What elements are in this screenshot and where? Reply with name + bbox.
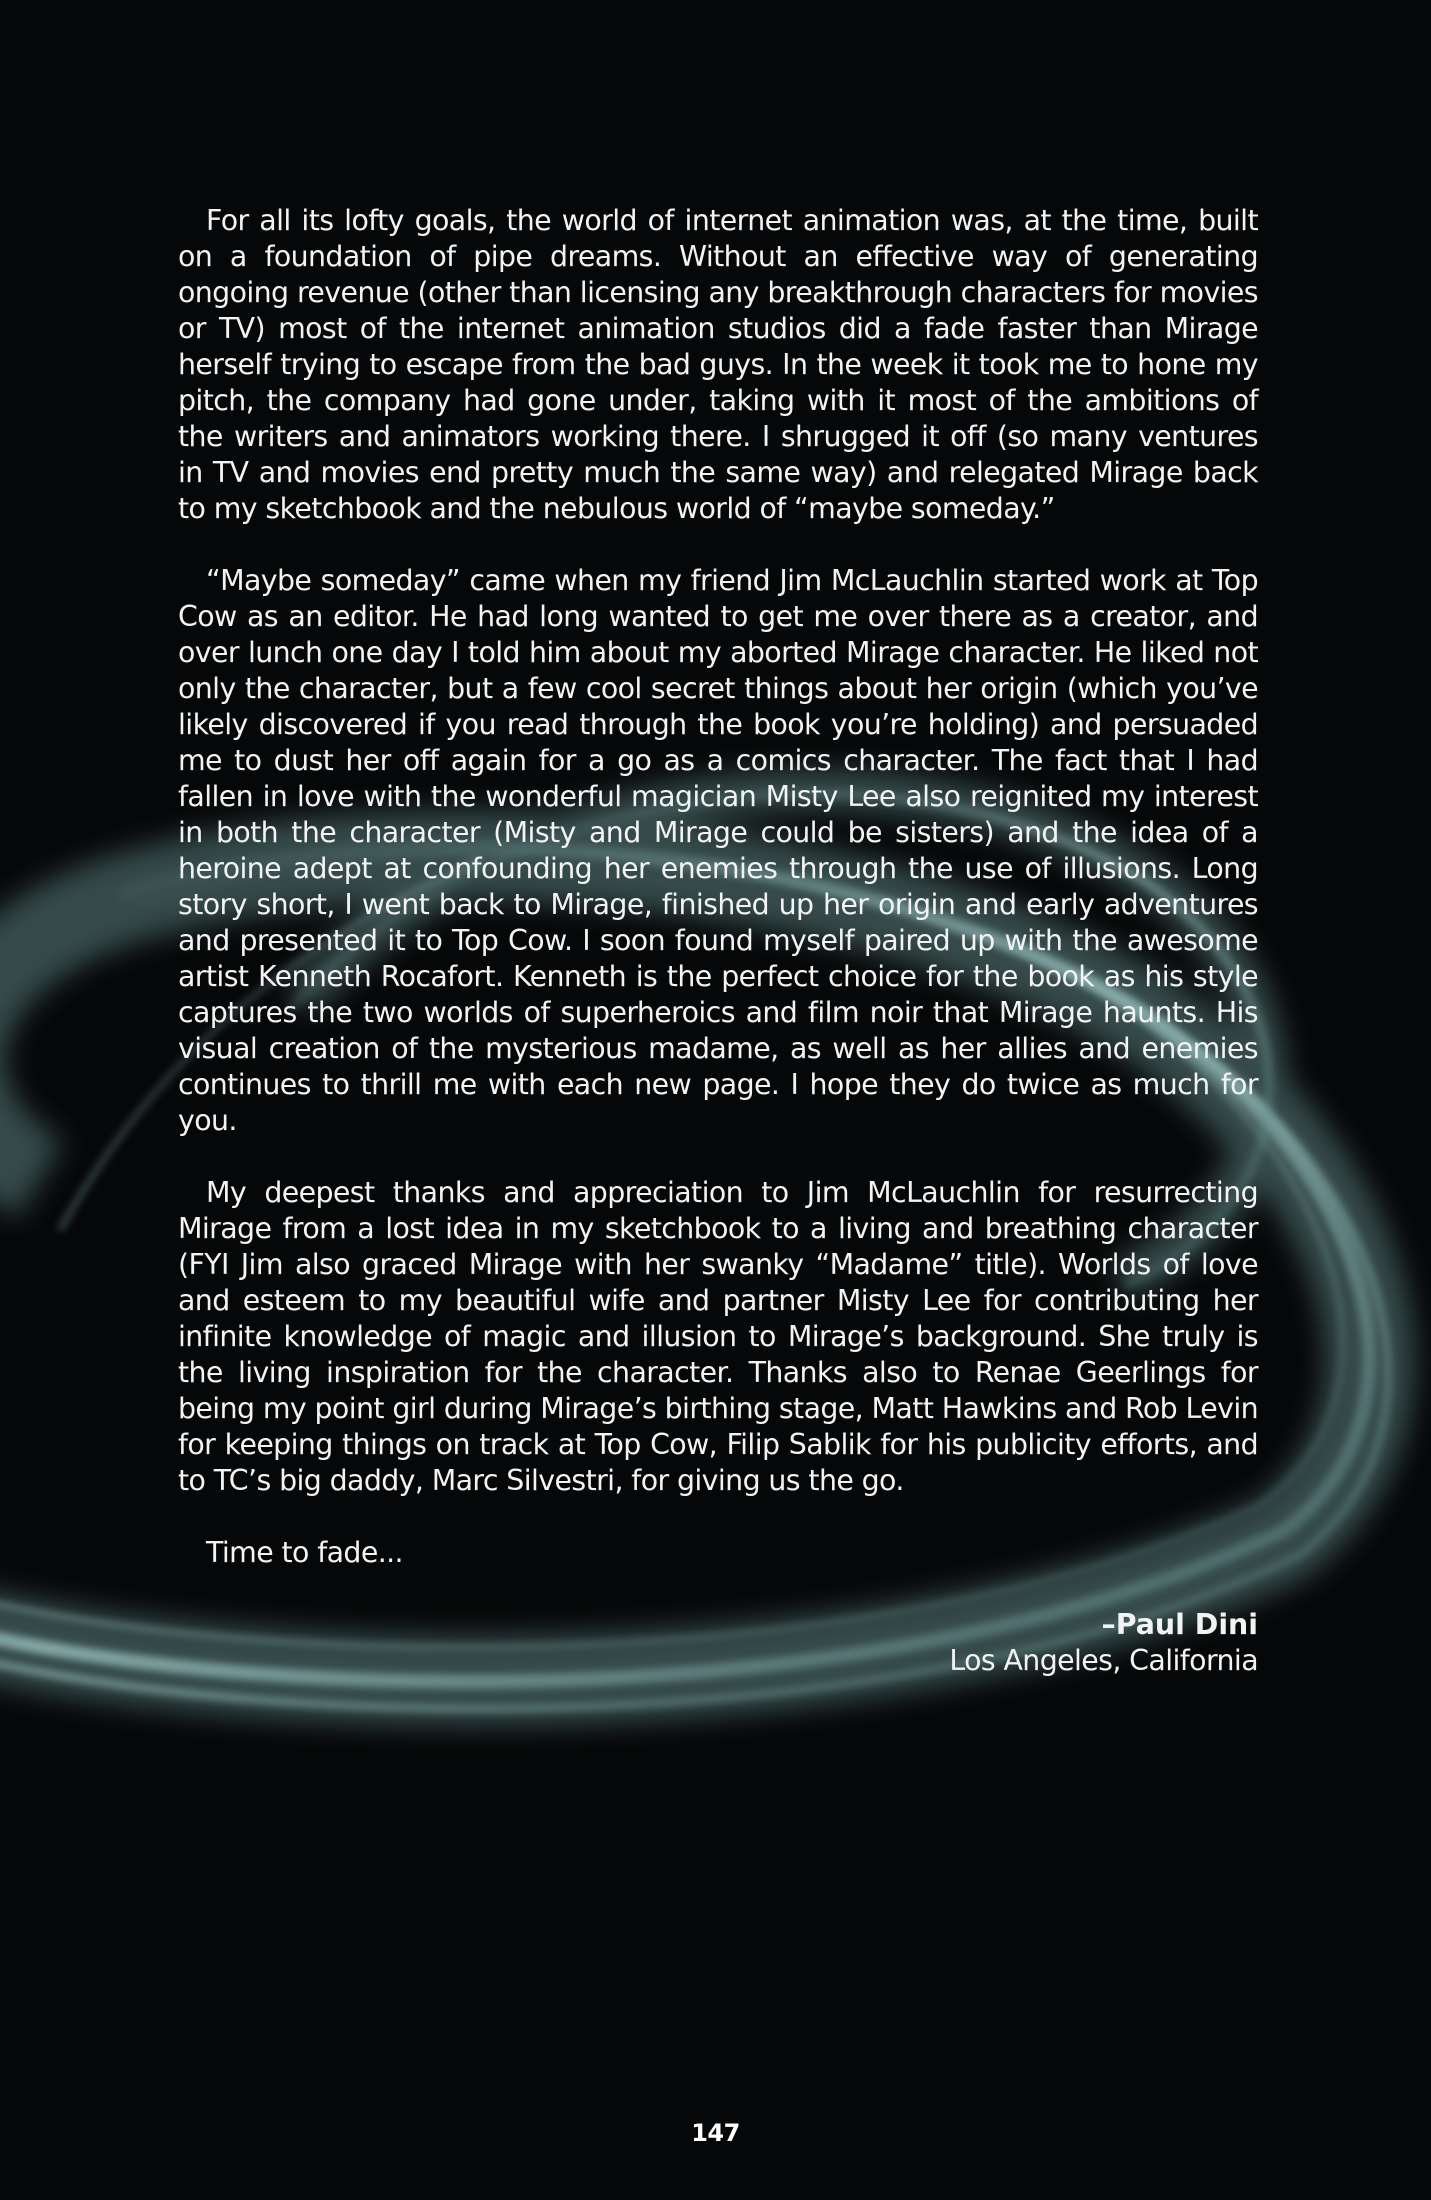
- closing-line: Time to fade...: [206, 1536, 403, 1569]
- article-body: [178, 203, 1258, 1679]
- paragraph: For all its lofty goals, the world of internet animation was, at the time, built on a foundation of pipe dreams. Without an effective way of generating ongoing revenue (other than licensing any breakthrough characters for movies or TV) most of the internet animation studios did a fade faster than Mirage herself trying to escape from the bad guys. In the week it took me to hone my pitch, the company had gone under, taking with it most of the ambitions of the writers and animators working there. I shrugged it off (so many ventures in TV and movies end pretty much the same way) and relegated Mirage back to my sketchbook and the nebulous world of “maybe someday.”: [178, 204, 1258, 525]
- signature-block: [178, 1607, 1258, 1679]
- author-name: –Paul Dini: [1101, 1608, 1258, 1641]
- author-location: Los Angeles, California: [949, 1644, 1258, 1677]
- page-number: 147: [691, 2119, 740, 2147]
- paragraph: “Maybe someday” came when my friend Jim McLauchlin started work at Top Cow as an editor. He had long wanted to get me over there as a creator, and over lunch one day I told him about my aborted Mirage character. He liked not only the character, but a few cool secret things about her origin (which you’ve likely discovered if you read through the book you’re holding) and persuaded me to dust her off again for a go as a comics character. The fact that I had fallen in love with the wonderful magician Misty Lee also reignited my interest in both the character (Misty and Mirage could be sisters) and the idea of a heroine adept at confounding her enemies through the use of illusions. Long story short, I went back to Mirage, finished up her origin and early adventures and presented it to Top Cow. I soon found myself paired up with the awesome artist Kenneth Rocafort. Kenneth is the perfect choice for the book as his style captures the two worlds of superheroics and film noir that Mirage haunts. His visual creation of the mysterious madame, as well as her allies and enemies continues to thrill me with each new page. I hope they do twice as much for you.: [178, 564, 1258, 1137]
- paragraph: My deepest thanks and appreciation to Jim McLauchlin for resurrecting Mirage from a lost idea in my sketchbook to a living and breathing character (FYI Jim also graced Mirage with her swanky “Madame” title). Worlds of love and esteem to my beautiful wife and partner Misty Lee for contributing her infinite knowledge of magic and illusion to Mirage’s background. She truly is the living inspiration for the character. Thanks also to Renae Geerlings for being my point girl during Mirage’s birthing stage, Matt Hawkins and Rob Levin for keeping things on track at Top Cow, Filip Sablik for his publicity efforts, and to TC’s big daddy, Marc Silvestri, for giving us the go.: [178, 1176, 1258, 1497]
